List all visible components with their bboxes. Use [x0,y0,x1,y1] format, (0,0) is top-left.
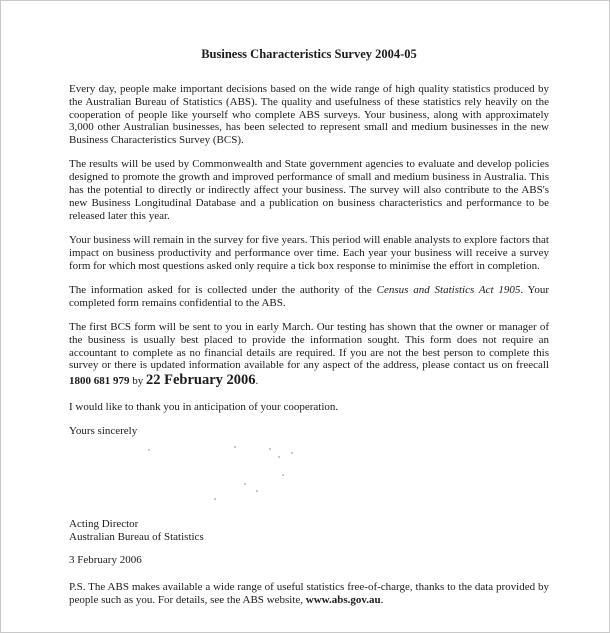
thanks-line: I would like to thank you in anticipation of your cooperation. [69,400,339,413]
signature-artifact [278,456,280,458]
paragraph-intro: Every day, people make important decisions based on the wide range of high quality statistics produced by the Australian Bureau of Statistics (ABS). The quality and usefulness of these statistics rely heavily on the cooperation of people like yourself who complete ABS surveys. Your business, along with approximately 3,000 other Australian businesses, has been selected to represent small and medium businesses in the new Business Characteristics Survey (BCS). [69,83,549,147]
signature-area [69,438,549,518]
postscript: P.S. The ABS makes available a wide range of useful statistics free-of-charge, thanks to the data provided by people such as you. For details, see the ABS website, www.abs.gov.au. [69,581,549,606]
closing-salutation: Yours sincerely [69,424,138,437]
paragraph-results-use: The results will be used by Commonwealth and State government agencies to evaluate and develop policies designed to promote the growth and improved performance of small and medium business in Australia. This has the potential to directly or indirectly affect your business. The survey will also contribute to the ABS's new Business Longitudinal Database and a publication on business characteristics and performance to be released later this year. [69,158,549,222]
signatory-block [69,518,549,544]
letter-date: 3 February 2006 [69,554,142,567]
signature-artifact [282,474,284,476]
signature-artifact [244,483,246,485]
paragraph-survey-duration: Your business will remain in the survey for five years. This period will enable analysts to explore factors that impact on business productivity and performance over time. Each year your business will receive a survey form for which most questions asked only require a tick box response to minimise the effort in completion. [69,233,549,272]
paragraph-first-form: The first BCS form will be sent to you in early March. Our testing has shown that the owner or manager of the business is usually best placed to provide the information sought. This form does not require an accountant to complete as no financial details are required. If you are not the best person to complete this survey or there is updated information available for any aspect of the address, please contact us on freecall 1800 681 979 by 22 February 2006. [69,320,549,389]
letter-title: Business Characteristics Survey 2004-05 [201,47,417,61]
signatory-role: Acting Director [69,517,139,530]
signatory-organisation: Australian Bureau of Statistics [69,530,204,543]
signature-artifact [214,498,216,500]
signature-artifact [148,449,150,451]
paragraph-legal-authority: The information asked for is collected under the authority of the Census and Statistics Act 1905. Your completed form remains confidential to the ABS. [69,283,549,309]
signature-artifact [256,490,258,492]
signature-artifact [291,452,293,454]
signature-artifact [269,448,271,450]
letter-content [69,47,549,618]
signature-artifact [234,446,236,448]
